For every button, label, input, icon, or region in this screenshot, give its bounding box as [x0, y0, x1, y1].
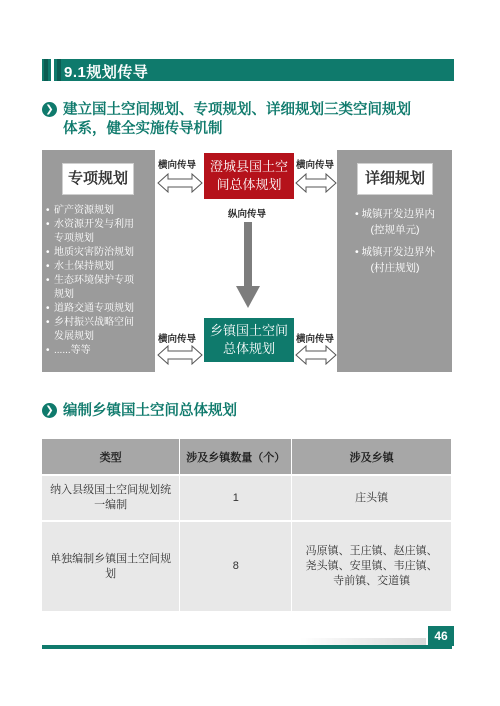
horizontal-transmission-label: 横向传导	[296, 160, 335, 171]
table-cell-towns: 庄头镇	[292, 475, 452, 521]
horizontal-transmission-label: 横向传导	[158, 160, 197, 171]
horizontal-transmission-label: 横向传导	[158, 334, 197, 345]
detailed-planning-title: 详细规划	[357, 163, 433, 195]
town-box-line2: 总体规划	[222, 341, 275, 356]
heading1-line2: 体系，健全实施传导机制	[63, 121, 223, 137]
county-box-line1: 澄城县国土空	[209, 159, 288, 174]
footer-line	[42, 645, 452, 649]
vertical-transmission-label: 纵向传导	[228, 209, 267, 220]
list-item: (控规单元)	[370, 224, 420, 236]
heading2-text: 编制乡镇国土空间总体规划	[63, 403, 237, 419]
list-item: • 生态环境保护专项	[46, 274, 154, 288]
list-item: 规划	[54, 289, 74, 300]
table-header-cell: 涉及乡镇	[292, 439, 452, 475]
list-item: • 城镇开发边界外	[354, 246, 436, 258]
list-item: 专项规划	[54, 233, 94, 244]
town-box-line1: 乡镇国土空间	[209, 323, 288, 338]
list-item: • 水资源开发与利用	[46, 218, 154, 232]
table-cell-type: 单独编制乡镇国土空间规 划	[42, 521, 180, 611]
down-arrow-icon	[236, 222, 260, 308]
list-item: • 乡村振兴战略空间	[46, 316, 154, 330]
list-item: • 地质灾害防治规划	[46, 246, 154, 260]
list-item: • 水土保持规划	[46, 260, 154, 274]
special-planning-title: 专项规划	[62, 163, 134, 195]
heading-town-plan	[42, 402, 237, 421]
double-arrow-icon	[296, 346, 336, 364]
horizontal-transmission-label: 横向传导	[296, 334, 335, 345]
table-row	[42, 521, 452, 611]
section-title: 9.1规划传导	[64, 64, 149, 81]
double-arrow-icon	[158, 346, 202, 364]
chevron-right-icon: ❯	[42, 102, 57, 117]
county-box-line2: 间总体规划	[216, 177, 282, 192]
table-header-row	[42, 439, 452, 475]
list-item: (村庄规划)	[370, 262, 420, 274]
town-plan-table	[42, 439, 452, 611]
table-cell-type: 纳入县级国土空间规划统 一编制	[42, 475, 180, 521]
table-header-cell: 类型	[42, 439, 180, 475]
double-arrow-icon	[296, 174, 336, 192]
list-item: • 城镇开发边界内	[354, 208, 436, 220]
list-item: • 道路交通专项规划	[46, 302, 154, 316]
heading1-line1: 建立国土空间规划、专项规划、详细规划三类空间规划	[63, 102, 411, 118]
chevron-right-icon: ❯	[42, 403, 57, 418]
list-item: 发展规划	[54, 331, 94, 342]
double-arrow-icon	[158, 174, 202, 192]
list-item: • ......等等	[46, 344, 154, 358]
table-cell-count: 1	[180, 475, 292, 521]
table-row	[42, 475, 452, 521]
table-header-cell: 涉及乡镇数量（个）	[180, 439, 292, 475]
page-number: 46	[428, 626, 454, 646]
list-item: • 矿产资源规划	[46, 204, 154, 218]
table-cell-count: 8	[180, 521, 292, 611]
table-cell-towns: 冯原镇、王庄镇、赵庄镇、 尧头镇、安里镇、韦庄镇、 寺前镇、交道镇	[292, 521, 452, 611]
